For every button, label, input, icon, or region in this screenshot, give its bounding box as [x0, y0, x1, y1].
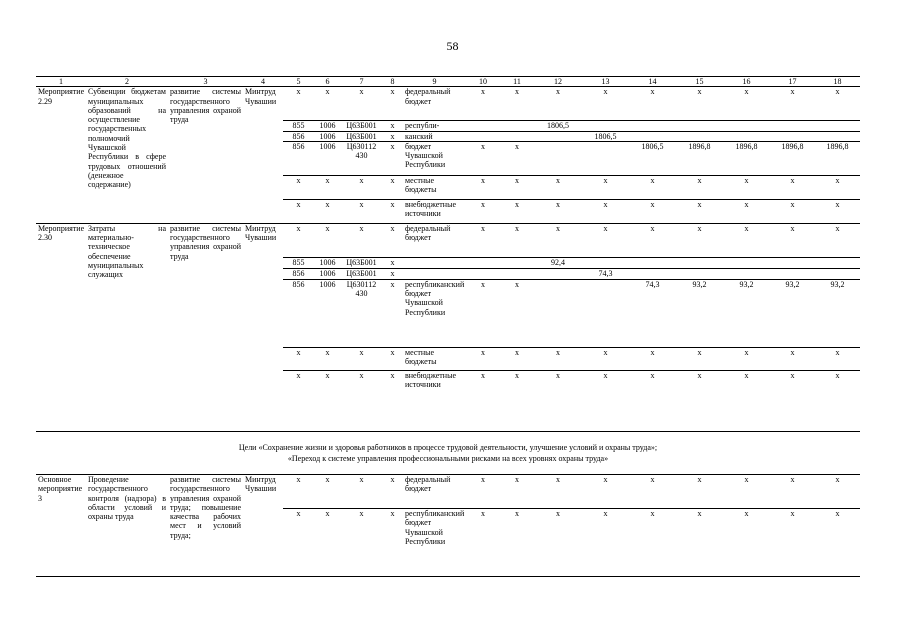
cell-c15: x	[676, 509, 723, 577]
cell-c16	[723, 121, 770, 131]
cell-c9: республи-	[403, 121, 466, 131]
goals-heading	[36, 442, 860, 464]
cell-c9: внебюджетные источники	[403, 370, 466, 403]
cell-c10: x	[466, 175, 500, 199]
cell-c11: x	[500, 199, 534, 223]
cell-c8: x	[382, 175, 403, 199]
cell-c6: x	[314, 347, 341, 370]
cell-c9: федеральный бюджет	[403, 223, 466, 257]
cell-c13: x	[582, 175, 629, 199]
cell-c6: 1006	[314, 121, 341, 131]
cell-c9: республиканский бюджет Чувашской Республики	[403, 509, 466, 577]
cell-c8: x	[382, 223, 403, 257]
column-number: 5	[283, 77, 314, 87]
cell-c15: x	[676, 87, 723, 121]
cell-c16	[723, 131, 770, 141]
cell-c12	[534, 141, 582, 175]
cell-c9: республиканский бюджет Чувашской Республики	[403, 279, 466, 347]
cell-c9: местные бюджеты	[403, 175, 466, 199]
measure-col3: развитие системы государственного управления охраной труда	[168, 223, 243, 403]
cell-c6: 1006	[314, 268, 341, 279]
cell-c11	[500, 131, 534, 141]
cell-c9	[403, 268, 466, 279]
cell-c13: x	[582, 199, 629, 223]
cell-c10: x	[466, 279, 500, 347]
cell-c16: x	[723, 475, 770, 509]
measure-col4: Минтруд Чувашии	[243, 87, 283, 224]
cell-c15: x	[676, 223, 723, 257]
cell-c15	[676, 121, 723, 131]
cell-c12	[534, 279, 582, 347]
cell-c15	[676, 268, 723, 279]
cell-c8: x	[382, 131, 403, 141]
cell-c17: x	[770, 370, 815, 403]
cell-c7: x	[341, 475, 382, 509]
cell-c9: бюджет Чувашской Республики	[403, 141, 466, 175]
cell-c10: x	[466, 347, 500, 370]
cell-c14: 1806,5	[629, 141, 676, 175]
cell-c9: федеральный бюджет	[403, 475, 466, 509]
cell-c5: x	[283, 475, 314, 509]
cell-c5: x	[283, 175, 314, 199]
cell-c5: x	[283, 509, 314, 577]
cell-c8: x	[382, 475, 403, 509]
column-number: 8	[382, 77, 403, 87]
cell-c10: x	[466, 475, 500, 509]
cell-c11	[500, 268, 534, 279]
cell-c10: x	[466, 87, 500, 121]
cell-c5: x	[283, 199, 314, 223]
cell-c5: x	[283, 223, 314, 257]
column-number: 12	[534, 77, 582, 87]
cell-c17: x	[770, 199, 815, 223]
cell-c13: x	[582, 87, 629, 121]
cell-c7: x	[341, 87, 382, 121]
cell-c16: x	[723, 370, 770, 403]
measure-col4: Минтруд Чувашии	[243, 475, 283, 577]
measure-col1: Мероприятие 2.30	[36, 223, 86, 403]
cell-c10: x	[466, 370, 500, 403]
cell-c6: 1006	[314, 279, 341, 347]
goal-line-1: Цели «Сохранение жизни и здоровья работников в процессе трудовой деятельности, улучшение условий и охраны труда»;	[238, 443, 658, 452]
cell-c7: x	[341, 347, 382, 370]
cell-c13: 74,3	[582, 268, 629, 279]
cell-c10	[466, 131, 500, 141]
table-row	[36, 223, 860, 257]
measure-col2: Субвенции бюджетам муниципальных образований на осуществление государственных полномочий Чувашской Республики в сфере трудовых отношений (денежное содержание)	[86, 87, 168, 224]
column-number: 9	[403, 77, 466, 87]
cell-c15: x	[676, 370, 723, 403]
cell-c17	[770, 121, 815, 131]
table-row	[36, 475, 860, 509]
cell-c12: x	[534, 87, 582, 121]
measure-col2: Затраты на материально-техническое обеспечение муниципальных служащих	[86, 223, 168, 403]
cell-c17: x	[770, 475, 815, 509]
cell-c16	[723, 268, 770, 279]
cell-c6: x	[314, 509, 341, 577]
cell-c12: x	[534, 347, 582, 370]
cell-c11: x	[500, 223, 534, 257]
cell-c12: x	[534, 475, 582, 509]
cell-c10: x	[466, 199, 500, 223]
cell-c15	[676, 131, 723, 141]
cell-c7: Ц630112 430	[341, 141, 382, 175]
cell-c8: x	[382, 87, 403, 121]
column-number: 6	[314, 77, 341, 87]
cell-c7: x	[341, 370, 382, 403]
cell-c17: x	[770, 175, 815, 199]
cell-c7: Ц63Б001	[341, 121, 382, 131]
cell-c16: x	[723, 347, 770, 370]
cell-c5: x	[283, 347, 314, 370]
measure-col4: Минтруд Чувашии	[243, 223, 283, 403]
cell-c18	[815, 131, 860, 141]
cell-c9: местные бюджеты	[403, 347, 466, 370]
cell-c7: x	[341, 509, 382, 577]
cell-c14	[629, 257, 676, 268]
cell-c6: x	[314, 370, 341, 403]
table-row	[36, 87, 860, 121]
cell-c16: 1896,8	[723, 141, 770, 175]
cell-c8: x	[382, 370, 403, 403]
cell-c18	[815, 257, 860, 268]
cell-c18: x	[815, 87, 860, 121]
cell-c10	[466, 268, 500, 279]
cell-c10	[466, 257, 500, 268]
cell-c18: x	[815, 370, 860, 403]
cell-c13	[582, 121, 629, 131]
cell-c18: x	[815, 347, 860, 370]
column-number: 16	[723, 77, 770, 87]
cell-c14: x	[629, 199, 676, 223]
column-number: 10	[466, 77, 500, 87]
cell-c10: x	[466, 141, 500, 175]
cell-c16: x	[723, 175, 770, 199]
cell-c13: x	[582, 370, 629, 403]
column-number: 7	[341, 77, 382, 87]
column-number: 2	[86, 77, 168, 87]
cell-c7: Ц63Б001	[341, 131, 382, 141]
cell-c8: x	[382, 121, 403, 131]
cell-c9: канский	[403, 131, 466, 141]
cell-c17: x	[770, 347, 815, 370]
cell-c18	[815, 121, 860, 131]
column-number: 1	[36, 77, 86, 87]
cell-c12: x	[534, 175, 582, 199]
cell-c8: x	[382, 347, 403, 370]
cell-c5: 856	[283, 141, 314, 175]
cell-c13	[582, 257, 629, 268]
measure-col3: развитие системы государственного управления охраной труда; повышение качества рабочих мест и условий труда;	[168, 475, 243, 577]
cell-c18: x	[815, 175, 860, 199]
cell-c6: x	[314, 223, 341, 257]
cell-c14: x	[629, 370, 676, 403]
column-number: 3	[168, 77, 243, 87]
cell-c11: x	[500, 279, 534, 347]
cell-c11	[500, 121, 534, 131]
cell-c9: внебюджетные источники	[403, 199, 466, 223]
cell-c11: x	[500, 175, 534, 199]
cell-c11: x	[500, 87, 534, 121]
cell-c6: 1006	[314, 141, 341, 175]
cell-c8: x	[382, 279, 403, 347]
cell-c17: x	[770, 223, 815, 257]
cell-c8: x	[382, 141, 403, 175]
program-table	[36, 76, 860, 403]
cell-c18: x	[815, 223, 860, 257]
table-bottom-rule	[36, 431, 860, 432]
cell-c5: x	[283, 370, 314, 403]
cell-c15: 1896,8	[676, 141, 723, 175]
cell-c7: Ц63Б001	[341, 268, 382, 279]
cell-c12	[534, 268, 582, 279]
cell-c14	[629, 121, 676, 131]
cell-c16	[723, 257, 770, 268]
cell-c6: x	[314, 87, 341, 121]
cell-c6: x	[314, 199, 341, 223]
cell-c7: x	[341, 199, 382, 223]
measure-col1: Основное мероприятие 3	[36, 475, 86, 577]
cell-c11: x	[500, 141, 534, 175]
cell-c11: x	[500, 509, 534, 577]
column-number-row	[36, 77, 860, 87]
cell-c13: 1806,5	[582, 131, 629, 141]
cell-c13: x	[582, 475, 629, 509]
cell-c5: x	[283, 87, 314, 121]
cell-c17	[770, 131, 815, 141]
column-number: 11	[500, 77, 534, 87]
cell-c17	[770, 257, 815, 268]
cell-c6: x	[314, 175, 341, 199]
program-table-continued	[36, 474, 860, 577]
cell-c5: 856	[283, 131, 314, 141]
cell-c18: x	[815, 199, 860, 223]
cell-c12: x	[534, 370, 582, 403]
cell-c14: 74,3	[629, 279, 676, 347]
goal-line-2: «Переход к системе управления профессиональными рисками на всех уровнях охраны труда»	[287, 454, 609, 463]
cell-c6: 1006	[314, 131, 341, 141]
cell-c10: x	[466, 223, 500, 257]
cell-c18: x	[815, 475, 860, 509]
cell-c15: x	[676, 199, 723, 223]
cell-c12: 92,4	[534, 257, 582, 268]
cell-c7: Ц630112 430	[341, 279, 382, 347]
cell-c15: x	[676, 347, 723, 370]
cell-c7: Ц63Б001	[341, 257, 382, 268]
measure-col3: развитие системы государственного управления охраной труда	[168, 87, 243, 224]
cell-c6: x	[314, 475, 341, 509]
cell-c10: x	[466, 509, 500, 577]
cell-c7: x	[341, 175, 382, 199]
cell-c14	[629, 268, 676, 279]
page-number: 58	[446, 39, 459, 53]
cell-c17: x	[770, 509, 815, 577]
cell-c15: x	[676, 475, 723, 509]
cell-c14: x	[629, 509, 676, 577]
cell-c14: x	[629, 223, 676, 257]
cell-c7: x	[341, 223, 382, 257]
cell-c11: x	[500, 347, 534, 370]
column-number: 4	[243, 77, 283, 87]
column-number: 14	[629, 77, 676, 87]
cell-c5: 855	[283, 121, 314, 131]
measure-col1: Мероприятие 2.29	[36, 87, 86, 224]
cell-c6: 1006	[314, 257, 341, 268]
cell-c18: x	[815, 509, 860, 577]
cell-c12: x	[534, 223, 582, 257]
cell-c5: 856	[283, 279, 314, 347]
cell-c9: федеральный бюджет	[403, 87, 466, 121]
cell-c8: x	[382, 268, 403, 279]
cell-c15	[676, 257, 723, 268]
cell-c17: 1896,8	[770, 141, 815, 175]
cell-c18: 93,2	[815, 279, 860, 347]
cell-c13	[582, 141, 629, 175]
cell-c12: 1806,5	[534, 121, 582, 131]
cell-c8: x	[382, 509, 403, 577]
cell-c8: x	[382, 199, 403, 223]
cell-c5: 856	[283, 268, 314, 279]
cell-c16: x	[723, 223, 770, 257]
cell-c14: x	[629, 87, 676, 121]
cell-c13: x	[582, 223, 629, 257]
cell-c9	[403, 257, 466, 268]
column-number: 17	[770, 77, 815, 87]
cell-c12	[534, 131, 582, 141]
cell-c13: x	[582, 347, 629, 370]
column-number: 18	[815, 77, 860, 87]
cell-c5: 855	[283, 257, 314, 268]
cell-c11: x	[500, 370, 534, 403]
cell-c17: x	[770, 87, 815, 121]
cell-c8: x	[382, 257, 403, 268]
cell-c14: x	[629, 347, 676, 370]
cell-c18: 1896,8	[815, 141, 860, 175]
cell-c15: x	[676, 175, 723, 199]
cell-c16: x	[723, 199, 770, 223]
cell-c18	[815, 268, 860, 279]
cell-c16: x	[723, 87, 770, 121]
cell-c17	[770, 268, 815, 279]
cell-c12: x	[534, 199, 582, 223]
cell-c14: x	[629, 175, 676, 199]
cell-c14: x	[629, 475, 676, 509]
cell-c16: x	[723, 509, 770, 577]
cell-c12: x	[534, 509, 582, 577]
cell-c16: 93,2	[723, 279, 770, 347]
measure-col2: Проведение государственного контроля (надзора) в области условий и охраны труда	[86, 475, 168, 577]
cell-c10	[466, 121, 500, 131]
cell-c14	[629, 131, 676, 141]
column-number: 15	[676, 77, 723, 87]
column-number: 13	[582, 77, 629, 87]
cell-c13	[582, 279, 629, 347]
cell-c11: x	[500, 475, 534, 509]
cell-c13: x	[582, 509, 629, 577]
cell-c11	[500, 257, 534, 268]
cell-c17: 93,2	[770, 279, 815, 347]
cell-c15: 93,2	[676, 279, 723, 347]
